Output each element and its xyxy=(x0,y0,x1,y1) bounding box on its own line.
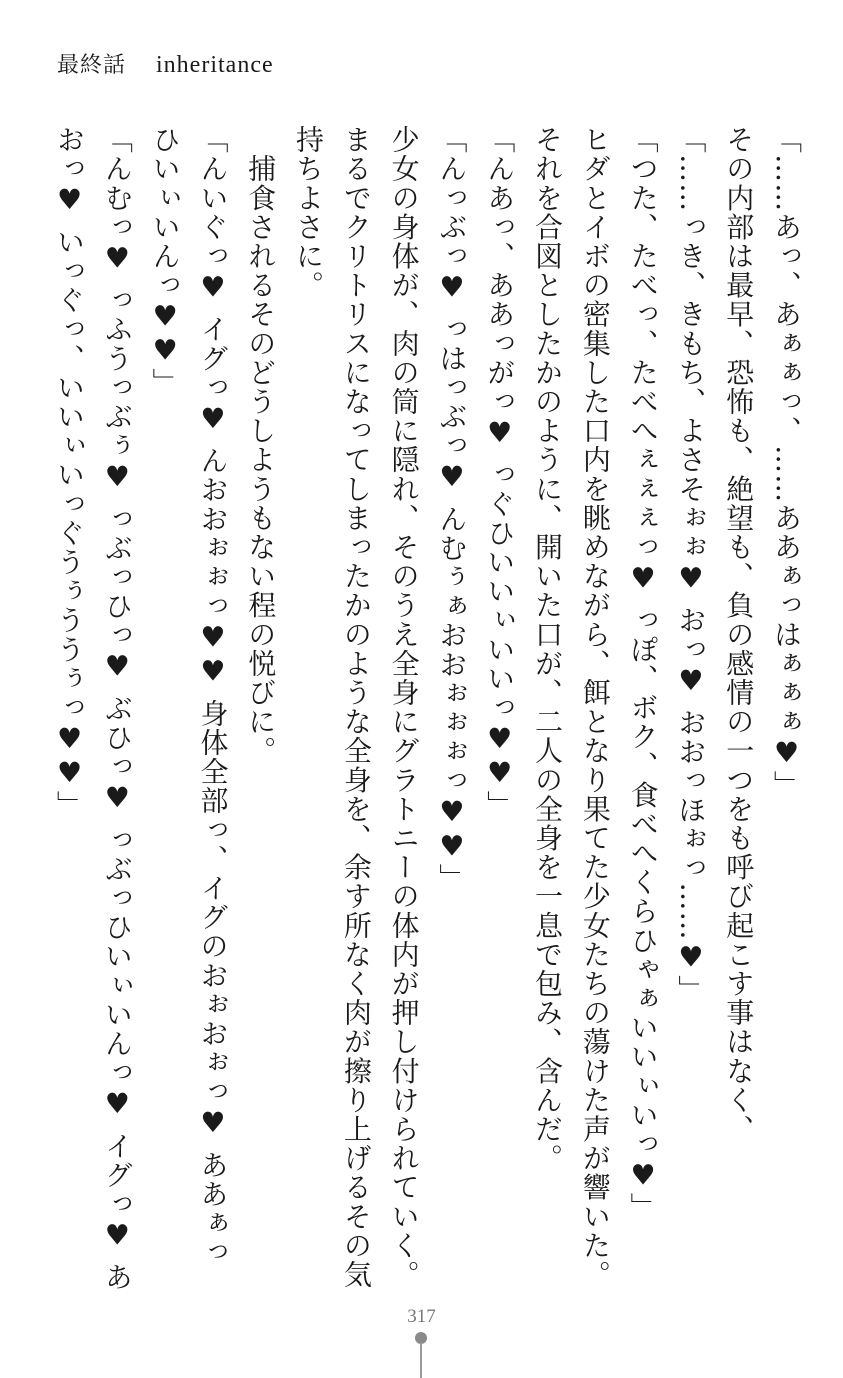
paragraph: その内部は最早、恐怖も、絶望も、負の感情の一つをも呼び起こす事はなく、 xyxy=(722,125,756,1144)
paragraph: 「んあっ、ああっがっ♥ っぐひいいぃいいっ♥♥」 xyxy=(483,125,517,820)
paragraph: 「んっぶっ♥ っはっぶっ♥ んむぅぁおおぉぉぉっ♥♥」 xyxy=(435,125,469,893)
paragraph: 「……あっ、あぁぁっ、……ああぁっはぁぁぁ♥」 xyxy=(770,125,803,800)
paragraph: それを合図としたかのように、開いた口が、二人の全身を一息で包み、含んだ。 xyxy=(531,125,565,1173)
paragraph: 少女の身体が、肉の筒に隠れ、そのうえ全身にグラトニーの体内が押し付けられていく。 xyxy=(387,125,421,1289)
paragraph: 「んむっ♥ っふうっぶぅ♥ っぶっひっ♥ ぶひっ♥ っぶっひいぃいんっ♥ イグっ♥ あおっ♥ いっぐっ、いいぃいっぐうぅううぅっ♥♥」 xyxy=(53,125,134,1292)
body-text xyxy=(40,125,810,1295)
paragraph: まるでクリトリスになってしまったかのような全身を、余す所なく肉が擦り上げるその気持ちよさに。 xyxy=(292,125,373,1289)
paragraph: 「つた、たべっ、たべへぇぇぇっ♥ っぽ、ボク、食べへくらひゃぁいいぃいっ♥」 xyxy=(626,125,660,1222)
chapter-label: 最終話 xyxy=(57,53,127,78)
paragraph: 「んいぐっ♥ イグっ♥ んおおぉぉっ♥♥ 身体全部っ、イグのおぉおぉっ♥ ああぁっひいぃいんっ♥♥」 xyxy=(148,125,230,1267)
running-head xyxy=(57,48,274,79)
paragraph: 捕食されるそのどうしようもない程の悦びに。 xyxy=(244,125,278,766)
page-number: 317 xyxy=(407,1306,436,1327)
paragraph: 「……っき、きもち、よさそぉぉ♥ おっ♥ おおっほぉっ……♥」 xyxy=(674,125,708,1004)
folio-line xyxy=(420,1343,422,1378)
paragraph: ヒダとイボの密集した口内を眺めながら、餌となり果てた少女たちの蕩けた声が響いた。 xyxy=(578,125,612,1289)
chapter-title: inheritance xyxy=(156,52,274,78)
